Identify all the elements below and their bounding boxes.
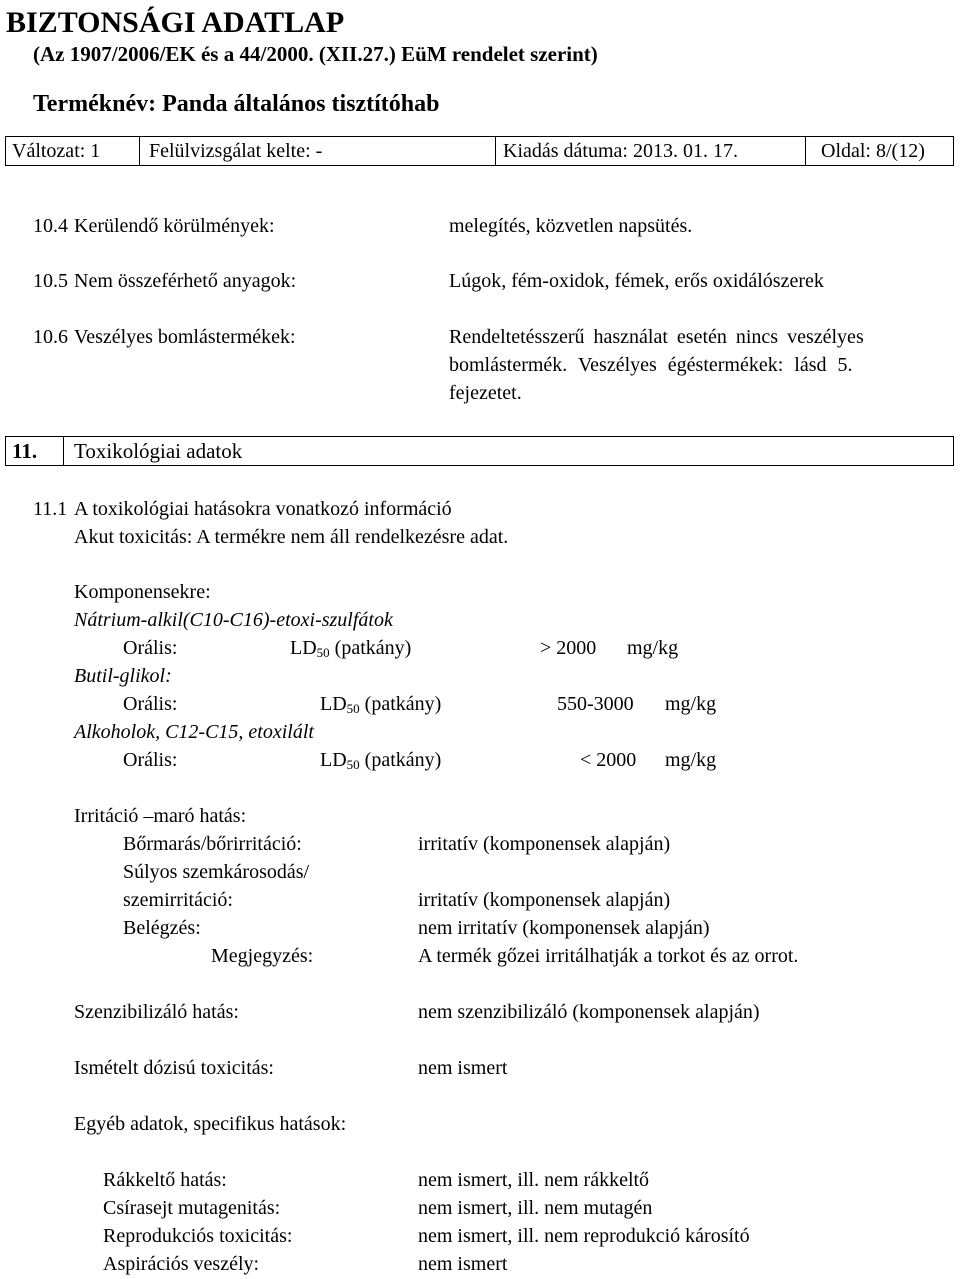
item-number: 10.6 bbox=[33, 326, 68, 348]
route: Orális: bbox=[123, 693, 178, 715]
irritation-label: Irritáció –maró hatás: bbox=[74, 805, 247, 827]
ld-text: LD bbox=[290, 637, 317, 659]
unit: mg/kg bbox=[665, 693, 717, 715]
item-value: Lúgok, fém-oxidok, fémek, erős oxidálószerek bbox=[449, 270, 824, 292]
section-number: 11. bbox=[12, 439, 38, 463]
subsection-number: 11.1 bbox=[33, 498, 68, 520]
table-divider bbox=[63, 437, 64, 465]
mutagenicity-value: nem ismert, ill. nem mutagén bbox=[418, 1197, 653, 1219]
carcinogenicity-value: nem ismert, ill. nem rákkeltő bbox=[418, 1169, 650, 1191]
table-divider bbox=[805, 137, 806, 165]
acute-toxicity: Akut toxicitás: A termékre nem áll rendelkezésre adat. bbox=[74, 526, 509, 548]
aspiration-hazard-label: Aspirációs veszély: bbox=[103, 1253, 260, 1275]
route: Orális: bbox=[123, 637, 178, 659]
component-name: Alkoholok, C12-C15, etoxilált bbox=[74, 721, 314, 743]
ld50-value: > 2000 bbox=[540, 637, 597, 659]
reproductive-toxicity-label: Reprodukciós toxicitás: bbox=[103, 1225, 293, 1247]
reproductive-toxicity-value: nem ismert, ill. nem reprodukció károsító bbox=[418, 1225, 750, 1247]
item-value: bomlástermék. Veszélyes égéstermékek: lásd 5. bbox=[449, 354, 853, 376]
carcinogenicity-label: Rákkeltő hatás: bbox=[103, 1169, 227, 1191]
ld50-value: 550-3000 bbox=[557, 693, 634, 715]
regulation-subtitle: (Az 1907/2006/EK és a 44/2000. (XII.27.) EüM rendelet szerint) bbox=[33, 42, 598, 66]
item-label: Veszélyes bomlástermékek: bbox=[74, 326, 296, 348]
page-number: Oldal: 8/(12) bbox=[821, 140, 925, 162]
note-label: Megjegyzés: bbox=[211, 945, 314, 967]
other-data-label: Egyéb adatok, specifikus hatások: bbox=[74, 1113, 347, 1135]
repeated-dose-label: Ismételt dózisú toxicitás: bbox=[74, 1057, 274, 1079]
species: (patkány) bbox=[334, 637, 412, 659]
section-header bbox=[5, 436, 954, 466]
ld-subscript: 50 bbox=[316, 645, 330, 660]
review-date: Felülvizsgálat kelte: - bbox=[149, 140, 323, 162]
item-label: Kerülendő körülmények: bbox=[74, 215, 275, 237]
components-label: Komponensekre: bbox=[74, 581, 211, 603]
ld50-label bbox=[320, 692, 441, 716]
skin-value: irritatív (komponensek alapján) bbox=[418, 833, 671, 855]
section-title: Toxikológiai adatok bbox=[74, 439, 243, 463]
item-number: 10.5 bbox=[33, 270, 68, 292]
table-divider bbox=[139, 137, 140, 165]
skin-label: Bőrmarás/bőrirritáció: bbox=[123, 833, 302, 855]
repeated-dose-value: nem ismert bbox=[418, 1057, 508, 1079]
ld-text: LD bbox=[320, 749, 347, 771]
species: (patkány) bbox=[364, 749, 442, 771]
sensitizing-label: Szenzibilizáló hatás: bbox=[74, 1001, 239, 1023]
item-value: melegítés, közvetlen napsütés. bbox=[449, 215, 693, 237]
ld50-label bbox=[290, 636, 411, 660]
unit: mg/kg bbox=[665, 749, 717, 771]
eye-label: szemirritáció: bbox=[123, 889, 233, 911]
item-number: 10.4 bbox=[33, 215, 68, 237]
table-divider bbox=[495, 137, 496, 165]
unit: mg/kg bbox=[627, 637, 679, 659]
component-name: Nátrium-alkil(C10-C16)-etoxi-szulfátok bbox=[74, 609, 393, 631]
inhalation-value: nem irritatív (komponensek alapján) bbox=[418, 917, 710, 939]
inhalation-label: Belégzés: bbox=[123, 917, 201, 939]
item-value: Rendeltetésszerű használat esetén nincs veszélyes bbox=[449, 326, 864, 348]
subsection-title: A toxikológiai hatásokra vonatkozó információ bbox=[74, 498, 452, 520]
issue-date: Kiadás dátuma: 2013. 01. 17. bbox=[503, 140, 738, 162]
note-value: A termék gőzei irritálhatják a torkot és az orrot. bbox=[418, 945, 799, 967]
item-value: fejezetet. bbox=[449, 382, 522, 404]
ld-subscript: 50 bbox=[346, 757, 360, 772]
component-name: Butil-glikol: bbox=[74, 665, 172, 687]
ld50-value: < 2000 bbox=[580, 749, 637, 771]
ld-subscript: 50 bbox=[346, 701, 360, 716]
eye-value: irritatív (komponensek alapján) bbox=[418, 889, 671, 911]
species: (patkány) bbox=[364, 693, 442, 715]
route: Orális: bbox=[123, 749, 178, 771]
version: Változat: 1 bbox=[12, 140, 101, 162]
document-meta-table bbox=[5, 136, 954, 166]
eye-label: Súlyos szemkárosodás/ bbox=[123, 861, 310, 883]
ld50-label bbox=[320, 748, 441, 772]
mutagenicity-label: Csírasejt mutagenitás: bbox=[103, 1197, 281, 1219]
product-name: Terméknév: Panda általános tisztítóhab bbox=[33, 91, 440, 117]
document-title: BIZTONSÁGI ADATLAP bbox=[6, 6, 345, 39]
item-label: Nem összeférhető anyagok: bbox=[74, 270, 297, 292]
sensitizing-value: nem szenzibilizáló (komponensek alapján) bbox=[418, 1001, 760, 1023]
aspiration-hazard-value: nem ismert bbox=[418, 1253, 508, 1275]
ld-text: LD bbox=[320, 693, 347, 715]
